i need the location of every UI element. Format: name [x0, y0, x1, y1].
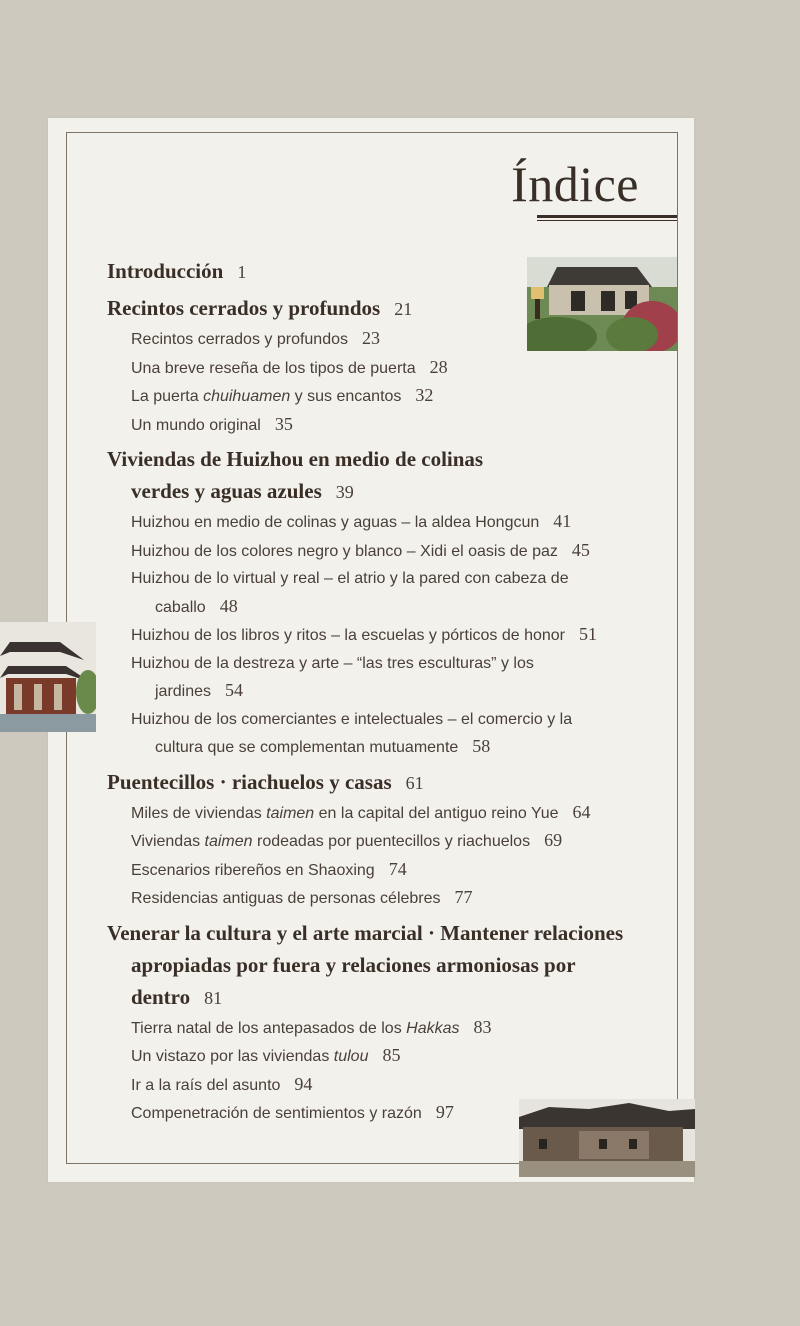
toc-entry-text: Compenetración de sentimientos y razón [131, 1105, 422, 1122]
toc-page-number: 97 [435, 1102, 454, 1122]
toc-page-number: 32 [415, 385, 434, 405]
toc-subsection-entry[interactable] [107, 1014, 667, 1043]
book-page [48, 118, 694, 1182]
toc-entry-text: Viviendas de Huizhou en medio de colinas [107, 447, 484, 471]
toc-page-number: 77 [454, 887, 473, 907]
toc-entry-text: Huizhou de lo virtual y real – el atrio y la pared con cabeza de [131, 570, 569, 587]
toc-entry-text: rodeadas por puentecillos y riachuelos [252, 833, 531, 850]
toc-entry-italic-term: taimen [266, 804, 315, 822]
toc-page-number: 48 [219, 595, 238, 616]
toc-page-number: 58 [472, 736, 491, 756]
toc-page-number: 39 [335, 482, 354, 502]
toc-entry-continuation: cultura que se complementan mutuamente 58 [155, 736, 491, 756]
toc-subsection-entry[interactable] [107, 1071, 667, 1100]
toc-page-number: 1 [237, 262, 247, 282]
toc-entry-italic-term: tulou [333, 1048, 369, 1065]
toc-subsection-entry[interactable] [107, 621, 667, 650]
tulou-photo [519, 1099, 695, 1177]
toc-page-number: 21 [394, 299, 413, 319]
toc-entry-text: Huizhou de los colores negro y blanco – Xidi el oasis de paz [131, 542, 558, 560]
toc-entry-italic-term: taimen [204, 833, 253, 850]
toc-page-number: 69 [544, 830, 563, 850]
toc-entry-continuation: caballo 48 [155, 595, 238, 616]
toc-page-number: 61 [405, 772, 424, 793]
toc-entry-text: Huizhou de la destreza y arte – “las tres esculturas” y los [131, 654, 534, 672]
toc-entry-text: Tierra natal de los antepasados de los [131, 1019, 407, 1037]
toc-section-entry[interactable] [107, 917, 667, 1014]
toc-section-entry[interactable] [107, 443, 667, 508]
toc-entry-continuation: jardines 54 [155, 680, 244, 700]
toc-page-number: 83 [473, 1016, 492, 1037]
toc-entry-text: Residencias antiguas de personas célebres [131, 890, 441, 907]
toc-entry-text: Viviendas [131, 833, 205, 850]
table-of-contents [107, 251, 667, 1128]
title-rule [537, 215, 677, 218]
toc-page-number: 94 [294, 1073, 313, 1094]
toc-page-number: 41 [553, 511, 572, 531]
toc-entry-text: Miles de viviendas [131, 804, 267, 822]
pavilion-photo [0, 622, 96, 732]
toc-subsection-entry[interactable] [107, 799, 667, 828]
toc-entry-text: Huizhou de los libros y ritos – la escuelas y pórticos de honor [131, 627, 565, 644]
toc-subsection-entry[interactable] [107, 565, 667, 621]
toc-entry-text: Puentecillos · riachuelos y casas [107, 769, 392, 794]
toc-entry-text: Un vistazo por las viviendas [131, 1048, 334, 1065]
toc-entry-text: Introducción [107, 259, 224, 283]
toc-subsection-entry[interactable] [107, 856, 667, 885]
toc-page-number: 64 [572, 801, 591, 822]
toc-entry-text: y sus encantos [290, 388, 402, 405]
toc-entry-text: Huizhou en medio de colinas y aguas – la aldea Hongcun [131, 514, 540, 531]
title-rule-thin [537, 220, 677, 221]
toc-page-number: 28 [429, 356, 448, 377]
toc-entry-continuation: verdes y aguas azules 39 [131, 479, 354, 503]
toc-entry-italic-term: Hakkas [406, 1019, 460, 1037]
toc-subsection-entry[interactable] [107, 354, 667, 383]
toc-entry-text: Huizhou de los comerciantes e intelectuales – el comercio y la [131, 710, 573, 728]
toc-page-number: 54 [225, 680, 244, 700]
courtyard-photo [527, 257, 677, 351]
toc-entry-text: Una breve reseña de los tipos de puerta [131, 359, 416, 377]
toc-page-number: 51 [579, 624, 597, 644]
toc-entry-text: Un mundo original [131, 416, 261, 434]
toc-entry-text: Venerar la cultura y el arte marcial · Mantener relaciones [107, 920, 624, 945]
toc-page-number: 74 [388, 858, 407, 879]
toc-entry-text: Recintos cerrados y profundos [131, 331, 348, 348]
toc-page-number: 45 [571, 539, 590, 560]
page-frame [66, 132, 678, 1164]
toc-subsection-entry[interactable] [107, 884, 667, 913]
toc-page-number: 81 [204, 987, 223, 1008]
toc-subsection-entry[interactable] [107, 1042, 667, 1071]
toc-entry-text: en la capital del antiguo reino Yue [314, 804, 559, 822]
toc-page-number: 35 [274, 413, 293, 434]
toc-section-entry[interactable] [107, 766, 667, 799]
toc-subsection-entry[interactable] [107, 508, 667, 537]
toc-entry-continuation: apropiadas por fuera y relaciones armoniosas por [131, 952, 576, 977]
toc-subsection-entry[interactable] [107, 537, 667, 566]
toc-entry-text: Recintos cerrados y profundos [107, 296, 381, 320]
toc-subsection-entry[interactable] [107, 411, 667, 440]
toc-entry-text: La puerta [131, 388, 204, 405]
toc-page-number: 23 [362, 328, 380, 348]
toc-subsection-entry[interactable] [107, 827, 667, 856]
toc-subsection-entry[interactable] [107, 382, 667, 411]
toc-entry-italic-term: chuihuamen [203, 388, 291, 405]
toc-subsection-entry[interactable] [107, 706, 667, 762]
toc-entry-text: Ir a la raís del asunto [131, 1076, 281, 1094]
page-title: Índice [511, 156, 639, 212]
toc-subsection-entry[interactable] [107, 650, 667, 706]
toc-page-number: 85 [382, 1045, 401, 1065]
toc-entry-text: Escenarios ribereños en Shaoxing [131, 861, 375, 879]
toc-entry-continuation: dentro 81 [131, 984, 223, 1009]
